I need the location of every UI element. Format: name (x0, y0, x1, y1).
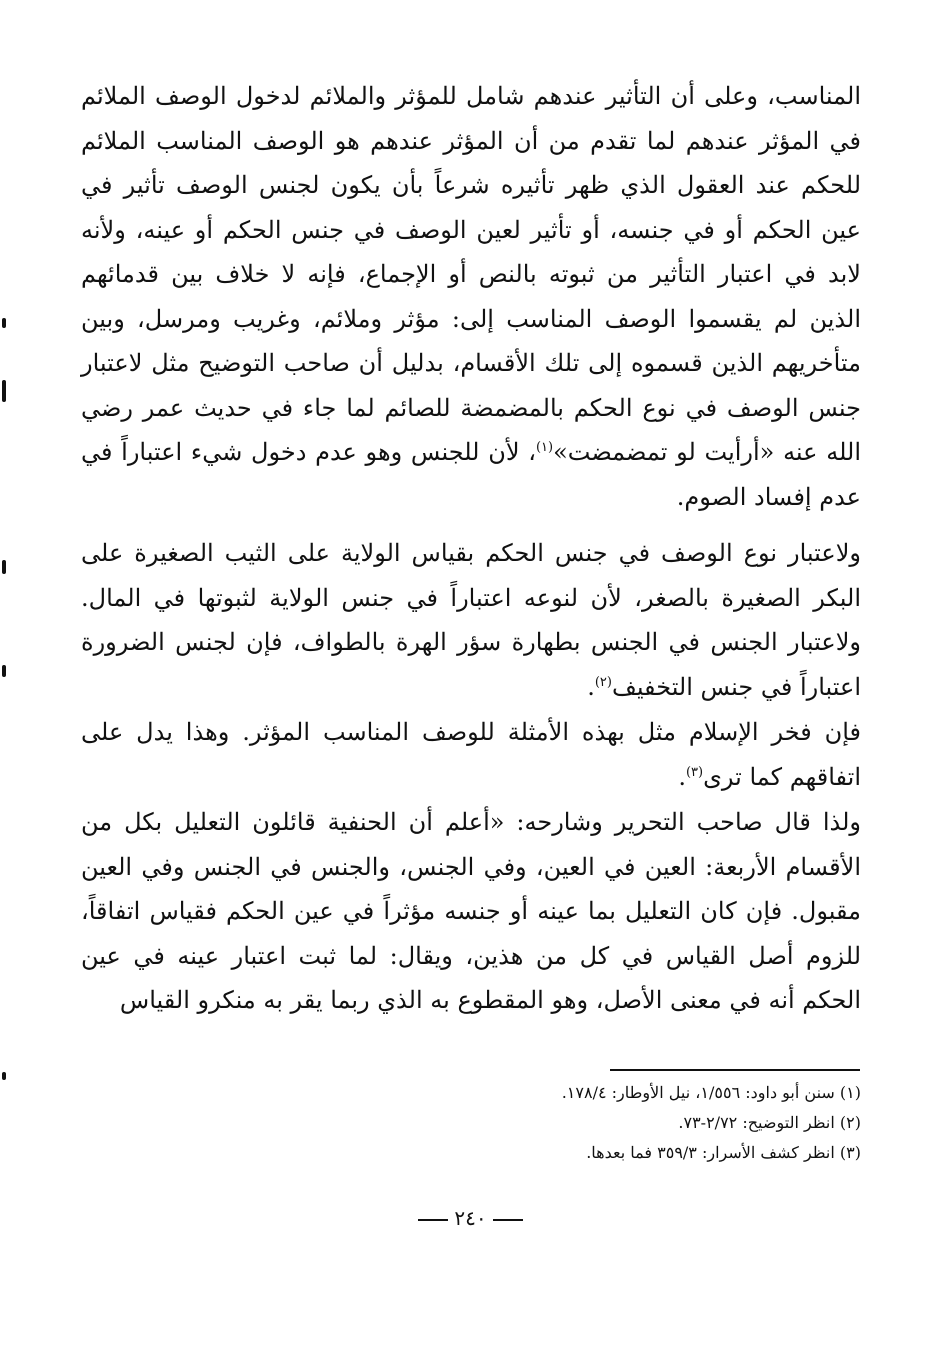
scan-edge-mark (2, 665, 6, 677)
page-number-dash-right (418, 1219, 448, 1221)
footnote-ref-2: (٢) (594, 674, 612, 690)
page-number (0, 1206, 941, 1230)
footnote-1: (١) سنن أبو داود: ١/٥٥٦، نيل الأوطار: ١٧٨/٤. (561, 1083, 861, 1102)
paragraph-3-tail: . (678, 762, 686, 791)
page-number-dash-left (493, 1219, 523, 1221)
footnote-ref-3: (٣) (685, 764, 704, 780)
paragraph-1-tail: ، لأن للجنس وهو عدم دخول شيء اعتباراً في عدم إفساد الصوم. (81, 438, 861, 511)
paragraph-1-text: المناسب، وعلى أن التأثير عندهم شامل للمؤثر والملائم لدخول الوصف الملائم في المؤثر عندهم لما تقدم من أن المؤثر عندهم هو الوصف المناسب الملائم للحكم عند العقول الذي ظهر تأثيره شرعاً بأن يكون لجنس الوصف تأثير في عين الحكم أو في جنسه، أو تأثير لعين الوصف في جنس الحكم أو عينه، ولأنه لابد في اعتبار التأثير من ثبوته بالنص أو الإجماع، فإنه لا خلاف بين قدمائهم الذين لم يقسموا الوصف المناسب إلى: مؤثر وملائم، وغريب ومرسل، وبين متأخريهم الذين قسموه إلى تلك الأقسام، بدليل أن صاحب التوضيح مثل لاعتبار جنس الوصف في نوع الحكم بالمضمضة للصائم لما جاء في حديث عمر رضي الله عنه «أرأيت لو تمضمضت» (81, 82, 861, 466)
scan-edge-mark (2, 1072, 6, 1080)
footnote-2: (٢) انظر التوضيح: ٢/٧٢-٧٣. (678, 1113, 861, 1132)
paragraph-3 (81, 710, 861, 799)
paragraph-4-text: ولذا قال صاحب التحرير وشارحه: «أعلم أن الحنفية قائلون التعليل بكل من الأقسام الأربعة: العين في العين، وفي الجنس، والجنس في الجنس وفي العين مقبول. فإن كان التعليل بما عينه أو جنسه مؤثراً في عين الحكم فقياس اتفاقاً، للزوم أصل القياس في كل من هذين، ويقال: لما ثبت اعتبار عينه في عين الحكم أنه في معنى الأصل، وهو المقطوع به الذي ربما يقر به منكرو القياس (81, 808, 862, 1014)
scan-edge-mark (2, 380, 6, 402)
paragraph-1 (81, 74, 861, 519)
footnote-divider (610, 1069, 860, 1071)
footnote-3: (٣) انظر كشف الأسرار: ٣٥٩/٣ فما بعدها. (586, 1143, 861, 1162)
scan-edge-mark (2, 318, 6, 328)
scan-edge-mark (2, 560, 6, 574)
paragraph-2-tail: . (587, 672, 595, 701)
footnote-ref-1: (١) (535, 440, 554, 455)
paragraph-2 (81, 531, 861, 709)
page-number-value: ٢٤٠ (454, 1206, 487, 1230)
paragraph-4 (81, 800, 861, 1023)
footnotes (381, 1078, 861, 1168)
paragraph-3-text: فإن فخر الإسلام مثل بهذه الأمثلة للوصف المناسب المؤثر. وهذا يدل على اتفاقهم كما ترى (81, 718, 861, 791)
paragraph-2-text: ولاعتبار نوع الوصف في جنس الحكم بقياس الولاية على الثيب الصغيرة على البكر الصغيرة بالصغر، لأن لنوعه اعتباراً في جنس الولاية لثبوتها في المال. ولاعتبار الجنس في الجنس بطهارة سؤر الهرة بالطواف، فإن لجنس الضرورة اعتباراً في جنس التخفيف (81, 539, 862, 701)
